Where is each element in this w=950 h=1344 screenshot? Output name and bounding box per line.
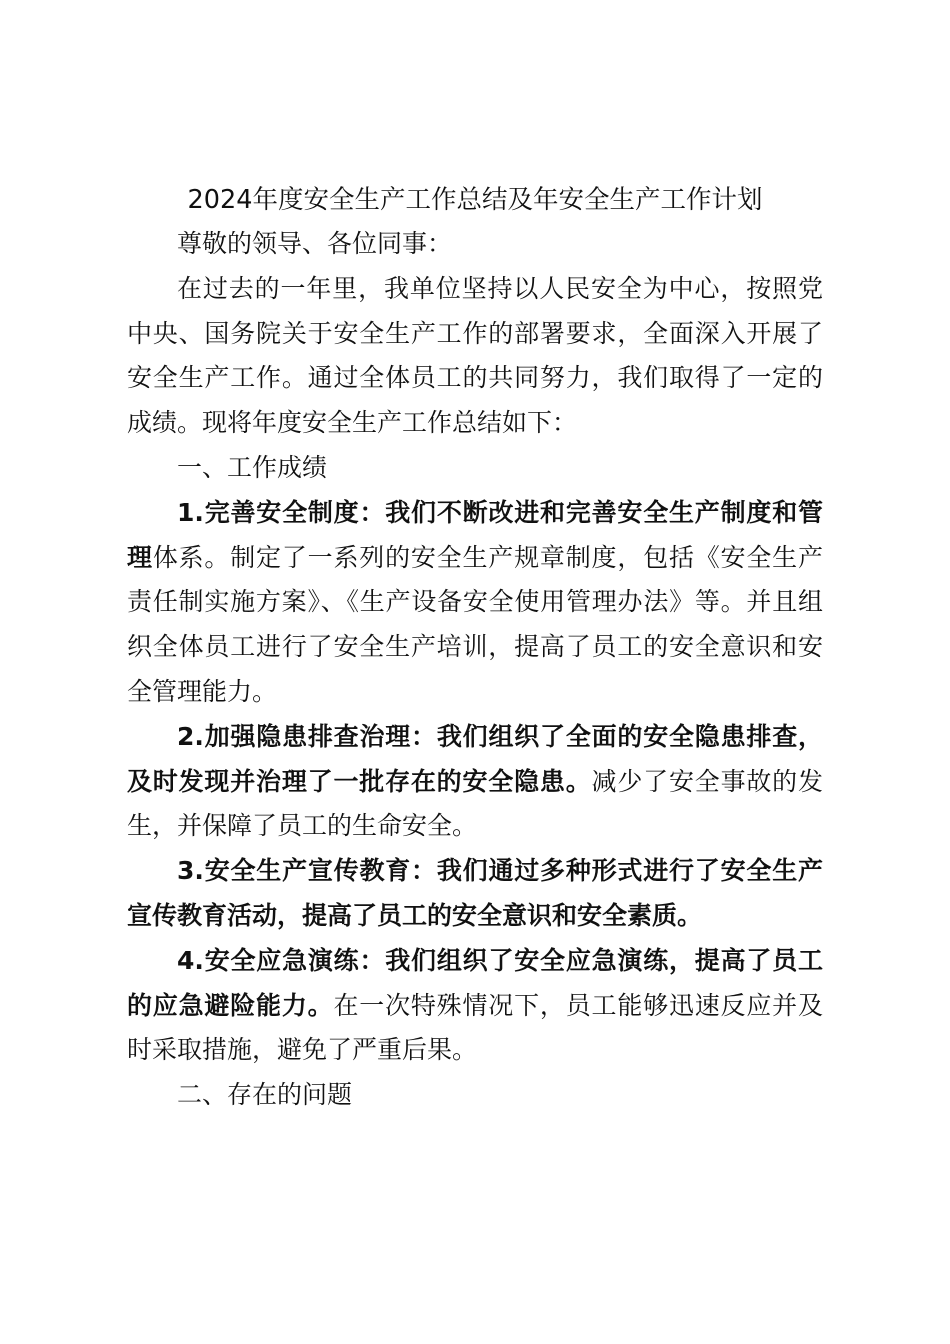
intro-paragraph: 在过去的一年里，我单位坚持以人民安全为中心，按照党中央、国务院关于安全生产工作的部署要求，全面深入开展了安全生产工作。通过全体员工的共同努力，我们取得了一定的成绩。现将年度安全生产工作总结如下： <box>127 273 823 438</box>
achievement-item-2 <box>127 715 823 849</box>
section-heading-problems: 二、存在的问题 <box>177 1080 353 1110</box>
achievement-item-4-text: 在一次特殊情况下，员工能够迅速反应并及时采取措施，避免了严重后果。 <box>127 990 823 1065</box>
achievement-item-3-lead: 3.安全生产宣传教育：我们通过多种形式进行了安全生产宣传教育活动，提高了员工的安全意识和安全素质。 <box>127 856 823 930</box>
achievement-item-2-lead: 2.加强隐患排查治理：我们组织了全面的安全隐患排查，及时发现并治理了一批存在的安全隐患。 <box>127 721 823 796</box>
achievement-item-1-lead: 1.完善安全制度：我们不断改进和完善安全生产制度和管理 <box>127 497 823 572</box>
achievement-item-3 <box>127 849 823 939</box>
document-body <box>127 178 823 1118</box>
salutation: 尊敬的领导、各位同事： <box>177 229 453 258</box>
achievement-item-1 <box>127 491 823 715</box>
document-title: 2024年度安全生产工作总结及年安全生产工作计划 <box>187 185 763 215</box>
section-heading-achievements: 一、工作成绩 <box>177 452 328 482</box>
achievement-item-4 <box>127 939 823 1073</box>
achievement-item-1-text: 体系。制定了一系列的安全生产规章制度，包括《安全生产责任制实施方案》、《生产设备安全使用管理办法》等。并且组织全体员工进行了安全生产培训，提高了员工的安全意识和安全管理能力。 <box>127 542 823 706</box>
achievement-item-4-lead: 4.安全应急演练：我们组织了安全应急演练，提高了员工的应急避险能力。 <box>127 945 823 1020</box>
achievement-item-2-text: 减少了安全事故的发生，并保障了员工的生命安全。 <box>127 766 823 841</box>
